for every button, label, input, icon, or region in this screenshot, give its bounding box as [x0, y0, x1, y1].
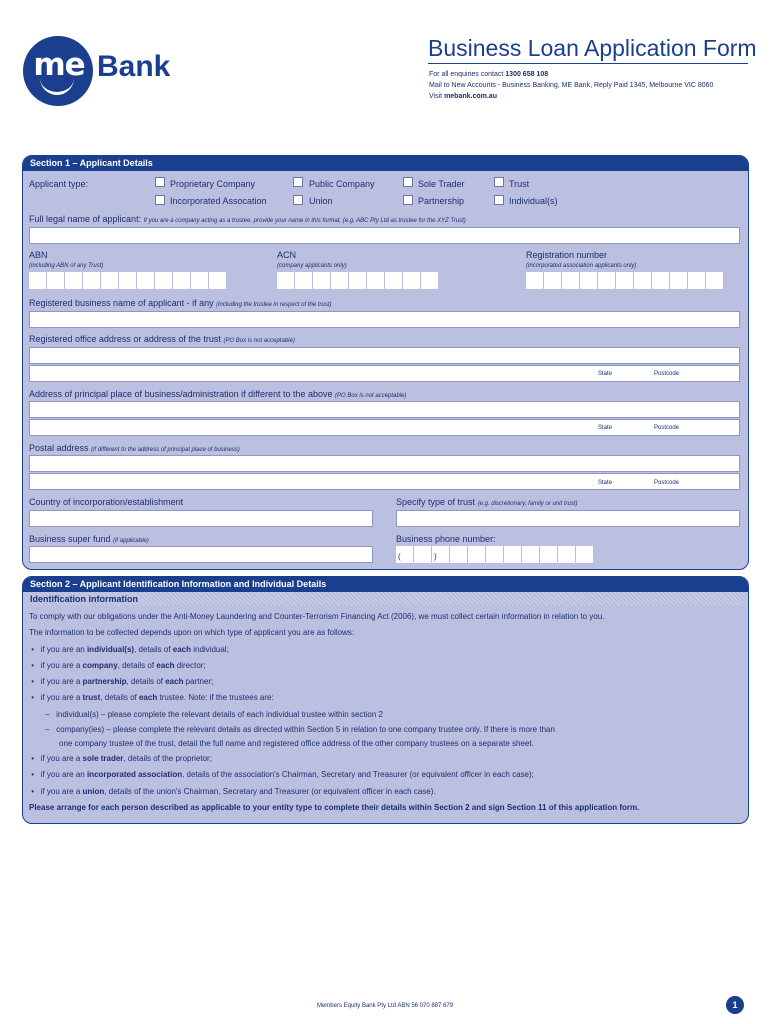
postcode-label: Postcode [654, 480, 680, 486]
business-name-label: Registered business name of applicant - if any (including the trustee in respect of the trust) [29, 298, 332, 308]
registration-number-note: (incorporated association applicants only) [526, 263, 637, 269]
website-link[interactable]: mebank.com.au [444, 93, 497, 100]
logo-me-text: me [33, 47, 85, 83]
abn-label: ABN [29, 250, 48, 260]
sub-list-item: – individual(s) – please complete the relevant details of each individual trustee within section 2 [45, 709, 383, 719]
state-label: State [598, 425, 613, 431]
abn-field[interactable] [29, 272, 227, 289]
phone-area-open: ( [398, 552, 401, 561]
logo-bank-text: Bank [97, 50, 171, 83]
list-item: • if you are an incorporated association, details of the association's Chairman, Secretary and Treasurer (or equivalent officer in each case); [29, 770, 534, 780]
registered-office-address-line-1[interactable] [29, 347, 740, 364]
phone-label: Business phone number: [396, 534, 496, 544]
option-trust: Trust [509, 179, 530, 189]
sub-list-item-cont: one company trustee of the trust, detail the full name and registered office address of the other company trustees on a separate sheet. [59, 739, 534, 749]
paragraph-obligations: To comply with our obligations under the Anti-Money Laundering and Counter-Terrorism Financing Act (2006), we must collect certain information in relation to you. [29, 612, 605, 621]
contact-line-2: Mail to New Accounts - Business Banking, ME Bank, Reply Paid 1345, Melbourne VIC 8060 [429, 82, 714, 89]
super-fund-label: Business super fund (if applicable) [29, 534, 149, 544]
contact-line-1: For all enquiries contact 1300 658 108 [429, 71, 549, 78]
paragraph-info: The information to be collected depends upon on which type of applicant you are as follows: [29, 628, 355, 638]
phone-field[interactable] [396, 546, 594, 563]
option-individuals: Individual(s) [509, 196, 558, 206]
postal-address-line-2[interactable] [29, 473, 740, 490]
checkbox-incorporated-association[interactable] [155, 195, 165, 205]
section-2-title: Section 2 – Applicant Identification Information and Individual Details [23, 577, 748, 592]
acn-label: ACN [277, 250, 297, 260]
option-proprietary-company: Proprietary Company [170, 179, 256, 189]
option-union: Union [309, 196, 333, 206]
principal-address-line-2[interactable] [29, 419, 740, 436]
list-item: • if you are a union, details of the union's Chairman, Secretary and Treasurer (or equivalent officer in each case). [29, 786, 436, 796]
option-partnership: Partnership [418, 196, 465, 206]
contact-line-3: Visit mebank.com.au [429, 93, 497, 100]
checkbox-trust[interactable] [494, 177, 504, 187]
postal-address-line-1[interactable] [29, 455, 740, 472]
section-2-body [29, 609, 744, 816]
checkbox-proprietary-company[interactable] [155, 177, 165, 187]
phone-area-close: ) [434, 552, 437, 561]
list-item: • if you are a company, details of each director; [29, 660, 206, 670]
checkbox-union[interactable] [293, 195, 303, 205]
checkbox-public-company[interactable] [293, 177, 303, 187]
registration-number-label: Registration number [526, 250, 608, 260]
postcode-label: Postcode [654, 371, 680, 377]
state-label: State [598, 371, 613, 377]
contact-phone[interactable]: 1300 658 108 [505, 71, 549, 78]
super-fund-field[interactable] [29, 546, 373, 563]
trust-type-label: Specify type of trust (e.g. discretionary, family or unit trust) [396, 497, 578, 507]
registered-office-label: Registered office address or address of the trust (PO Box is not acceptable) [29, 334, 295, 344]
postcode-label: Postcode [654, 425, 680, 431]
closing-instruction: Please arrange for each person described as applicable to your entity type to complete their details within Section 2 and sign Section 11 of this application form. [29, 802, 640, 812]
section-1-title: Section 1 – Applicant Details [23, 156, 748, 171]
checkbox-individuals[interactable] [494, 195, 504, 205]
option-public-company: Public Company [309, 179, 375, 189]
option-sole-trader: Sole Trader [418, 179, 465, 189]
list-item: • if you are a sole trader, details of the proprietor; [29, 754, 212, 764]
option-incorporated-association: Incorporated Assocation [170, 196, 267, 206]
registration-number-field[interactable] [526, 272, 724, 289]
checkbox-partnership[interactable] [403, 195, 413, 205]
identification-subtitle: Identification information [23, 592, 748, 606]
state-label: State [598, 480, 613, 486]
list-item: • if you are an individual(s), details of each individual; [29, 644, 229, 654]
list-item: • if you are a partnership, details of each partner; [29, 677, 214, 687]
sub-list-item: – company(ies) – please complete the relevant details as directed within Section 5 in relation to one company trustee only. If there is more than [45, 725, 555, 735]
acn-note: (company applicants only) [277, 263, 347, 269]
applicant-type-label: Applicant type: [29, 179, 89, 189]
trust-type-field[interactable] [396, 510, 740, 527]
abn-note: (including ABN of any Trust) [29, 263, 104, 269]
principal-address-label: Address of principal place of business/administration if different to the above (PO Box is not acceptable) [29, 389, 407, 399]
list-item: • if you are a trust, details of each trustee. Note: if the trustees are: [29, 693, 274, 703]
business-name-field[interactable] [29, 311, 740, 328]
country-field[interactable] [29, 510, 373, 527]
postal-address-label: Postal address (if different to the address of principal place of business) [29, 443, 240, 453]
principal-address-line-1[interactable] [29, 401, 740, 418]
acn-field[interactable] [277, 272, 439, 289]
document-title: Business Loan Application Form [428, 35, 757, 61]
legal-name-field[interactable] [29, 227, 740, 244]
checkbox-sole-trader[interactable] [403, 177, 413, 187]
legal-name-label: Full legal name of applicant: If you are a company acting as a trustee, provide your name in this format, (e.g. ABC Pty Ltd as trustee for the XYZ Trust) [29, 214, 466, 224]
country-label: Country of incorporation/establishment [29, 497, 184, 507]
footer-text: Members Equity Bank Pty Ltd ABN 56 070 887 679 [316, 1003, 454, 1009]
title-rule [428, 63, 748, 64]
registered-office-address-line-2[interactable] [29, 365, 740, 382]
page-number: 1 [726, 996, 744, 1014]
